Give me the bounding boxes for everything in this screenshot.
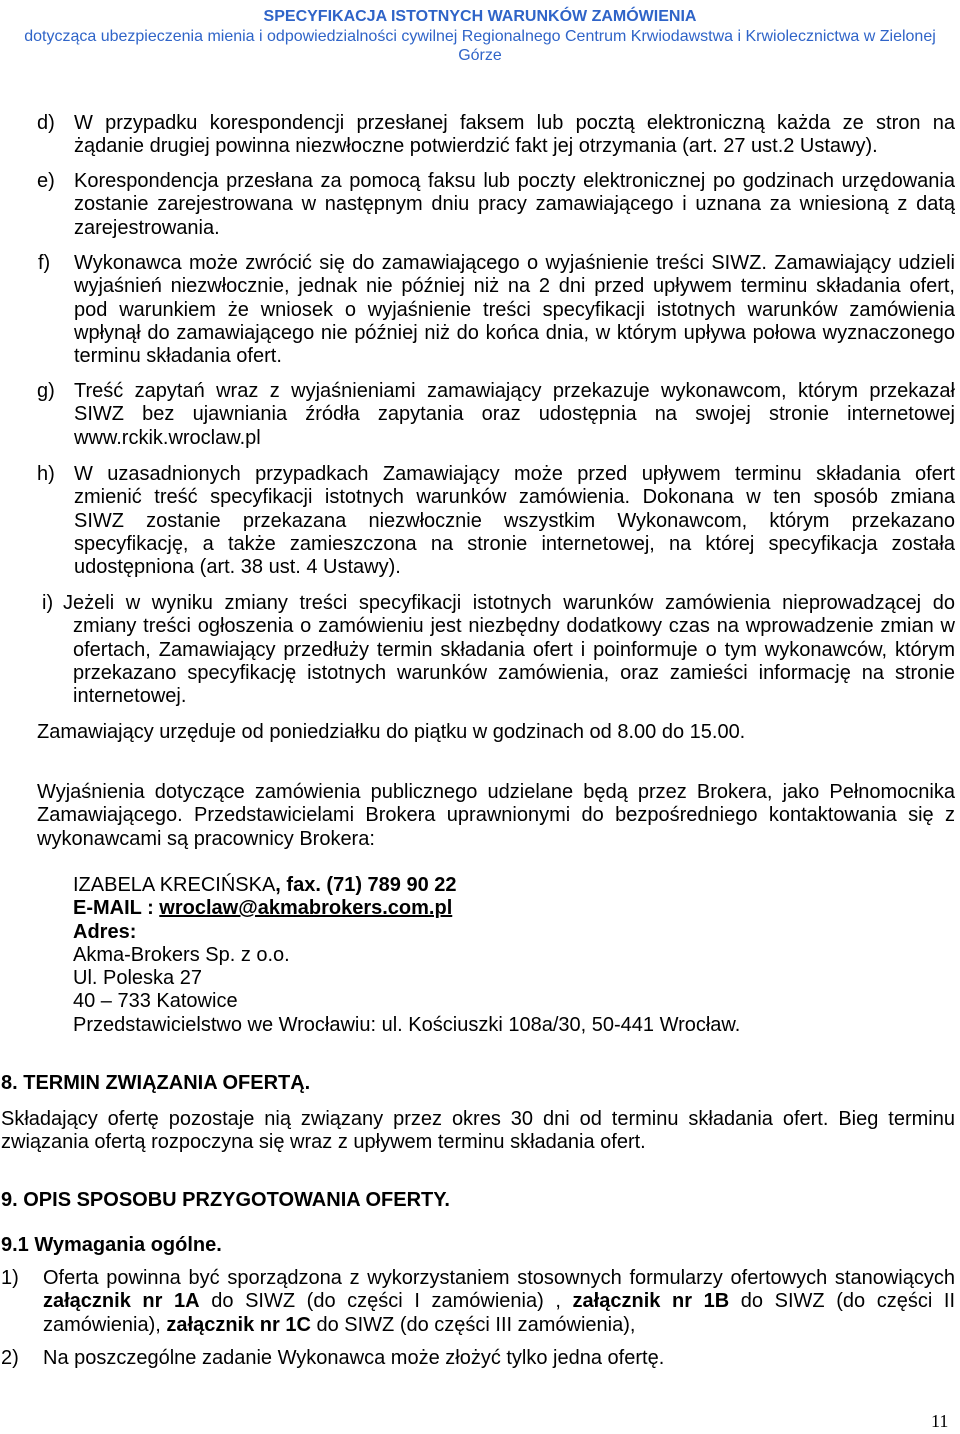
heading-text: 9.1 Wymagania ogólne.	[1, 1234, 222, 1256]
paragraph-line: przekazano specyfikację istotnych warunków zamówienia, oraz zamieści informację na stronie	[73, 661, 955, 684]
contact-name: IZABELA KRECIŃSKA	[73, 874, 276, 896]
paragraph-line: ofertach, Zamawiający przedłuży termin składania ofert i poinformuje o tym wykonawców, którym	[73, 638, 955, 661]
list-item-g	[0, 380, 960, 450]
paragraph-line: związania ofertą rozpoczyna się wraz z upływem terminu składania ofert.	[1, 1131, 646, 1154]
list-item-label: 2)	[1, 1347, 19, 1369]
paragraph-line: SIWZ bez ujawniania źródła zapytania oraz udostępnia na swojej stronie internetowej	[74, 403, 955, 426]
document-subtitle-line: Górze	[458, 47, 502, 64]
text-segment: do SIWZ (do części III zamówienia),	[310, 1313, 636, 1336]
heading-text: 9. OPIS SPOSOBU PRZYGOTOWANIA OFERTY.	[1, 1189, 450, 1211]
paragraph-line: W uzasadnionych przypadkach Zamawiający może przed upływem terminu składania ofert	[74, 463, 955, 485]
requirement-item-1	[0, 1267, 960, 1337]
paragraph-line: zarejestrowania.	[74, 216, 220, 239]
list-item-label: f)	[38, 252, 51, 274]
section-9-heading	[0, 1189, 960, 1212]
attachment-ref: załącznik nr 1A	[43, 1290, 200, 1313]
contact-block	[0, 874, 960, 1037]
list-item-i	[0, 592, 960, 708]
paragraph-line: internetowej.	[73, 685, 187, 708]
paragraph-line: Wyjaśnienia dotyczące zamówienia publicznego udzielane będą przez Brokera, jako Pełnomocnika	[37, 781, 955, 803]
list-item-label: g)	[37, 380, 55, 402]
list-item-f	[0, 252, 960, 368]
email-link[interactable]: wroclaw@akmabrokers.com.pl	[159, 897, 453, 920]
attachment-ref: załącznik nr 1C	[166, 1313, 311, 1336]
list-item-h	[0, 463, 960, 579]
paragraph-line: pod warunkiem że wniosek o wyjaśnienie treści specyfikacji istotnych warunków zamówienia	[74, 298, 955, 321]
paragraph-line: Treść zapytań wraz z wyjaśnieniami zamawiający przekazuje wykonawcom, którym przekazał	[74, 380, 955, 402]
paragraph-line: Korespondencja przesłana za pomocą faksu lub poczty elektronicznej po godzinach urzędowania	[74, 170, 955, 192]
paragraph-line: W przypadku korespondencji przesłanej faksem lub pocztą elektroniczną każda ze stron na	[74, 112, 955, 134]
paragraph-line: specyfikację, a także zamieszczona na stronie internetowej, na której specyfikacja została	[74, 532, 955, 555]
text-segment: do SIWZ (do części II	[729, 1290, 956, 1313]
document-title: SPECYFIKACJA ISTOTNYCH WARUNKÓW ZAMÓWIENIA	[263, 8, 697, 25]
paragraph-line: wykonawcami są pracownicy Brokera:	[37, 827, 375, 850]
page-number: 11	[931, 1411, 949, 1431]
paragraph-line: zmiany treści ogłoszenia o zamówieniu jest niezbędny dodatkowy czas na wprowadzenie zmian w	[73, 615, 955, 638]
address-label: Adres:	[73, 920, 137, 943]
text-segment: zamówienia),	[43, 1313, 167, 1336]
paragraph-line: udostępniona (art. 38 ust. 4 Ustawy).	[74, 556, 401, 579]
paragraph-line: Wykonawca może zwrócić się do zamawiającego o wyjaśnienie treści SIWZ. Zamawiający udzieli	[74, 252, 955, 274]
section-8-heading	[0, 1072, 960, 1095]
address-line: Przedstawicielstwo we Wrocławiu: ul. Kościuszki 108a/30, 50-441 Wrocław.	[73, 1013, 741, 1036]
paragraph-line: żądanie drugiej powinna niezwłoczne potwierdzić fakt jej otrzymania (art. 27 ust.2 Ustawy).	[74, 135, 878, 158]
paragraph-line: Jeżeli w wyniku zmiany treści specyfikacji istotnych warunków zamówienia nieprowadzącej do	[63, 592, 955, 614]
list-item-label: h)	[37, 463, 55, 485]
document-header	[0, 7, 960, 66]
paragraph-line	[43, 1314, 955, 1337]
contact-fax: , fax. (71) 789 90 22	[275, 874, 457, 896]
list-item-label: e)	[37, 170, 55, 192]
list-item-d	[0, 112, 960, 159]
paragraph-line: SIWZ zostanie przekazana niezwłocznie wszystkim Wykonawcom, którym przekazano	[74, 509, 955, 532]
section-8-paragraph	[0, 1108, 960, 1155]
contact-name-line	[73, 874, 955, 897]
email-label: E-MAIL :	[73, 897, 160, 920]
paragraph-line: wyjaśnień niezwłocznie, jednak nie później niż na 2 dni przed upływem terminu składania ofert,	[74, 275, 955, 298]
attachment-ref: załącznik nr 1B	[572, 1290, 730, 1313]
paragraph-line: Na poszczególne zadanie Wykonawca może złożyć tylko jedna ofertę.	[43, 1347, 665, 1369]
paragraph-line: wpłynął do zamawiającego nie później niż do końca dnia, w którym upływa połowa wyznaczonego	[74, 321, 955, 344]
website-address: www.rckik.wroclaw.pl	[74, 426, 261, 449]
requirement-item-2	[0, 1347, 960, 1370]
list-item-label: 1)	[1, 1267, 19, 1289]
section-9-1-heading	[0, 1234, 960, 1257]
list-item-label: i)	[42, 592, 54, 614]
document-subtitle-line: dotycząca ubezpieczenia mienia i odpowiedzialności cywilnej Regionalnego Centrum Krwiodawstwa i Krwiolecznictwa w Zielonej	[24, 27, 936, 45]
address-line: Ul. Poleska 27	[73, 967, 202, 990]
paragraph-line	[43, 1290, 955, 1313]
list-item-label: d)	[37, 112, 55, 134]
paragraph-line: zostanie zarejestrowana w następnym dniu pracy zamawiającego i uznana za wniesioną z datą	[74, 193, 955, 216]
paragraph-line: zmienić treść specyfikacji istotnych warunków zamówienia. Dokonana w ten sposób zmiana	[74, 486, 955, 509]
office-hours-paragraph	[0, 721, 960, 744]
heading-text: 8. TERMIN ZWIĄZANIA OFERTĄ.	[1, 1072, 311, 1094]
text-segment: do SIWZ (do części I zamówienia) ,	[199, 1290, 573, 1313]
broker-info-paragraph	[0, 781, 960, 851]
contact-email-line	[73, 897, 955, 920]
paragraph-line: Zamawiający urzęduje od poniedziałku do piątku w godzinach od 8.00 do 15.00.	[37, 721, 746, 743]
paragraph-line: terminu składania ofert.	[74, 345, 282, 368]
address-line: 40 – 733 Katowice	[73, 990, 238, 1013]
paragraph-line: Zamawiającego. Przedstawicielami Brokera uprawnionymi do bezpośredniego kontaktowania się z	[37, 804, 955, 827]
paragraph-line: Składający ofertę pozostaje nią związany przez okres 30 dni od terminu składania ofert. Bieg terminu	[1, 1108, 955, 1130]
paragraph-line: Oferta powinna być sporządzona z wykorzystaniem stosownych formularzy ofertowych stanowiących	[43, 1267, 955, 1289]
address-line: Akma-Brokers Sp. z o.o.	[73, 943, 290, 966]
list-item-e	[0, 170, 960, 240]
